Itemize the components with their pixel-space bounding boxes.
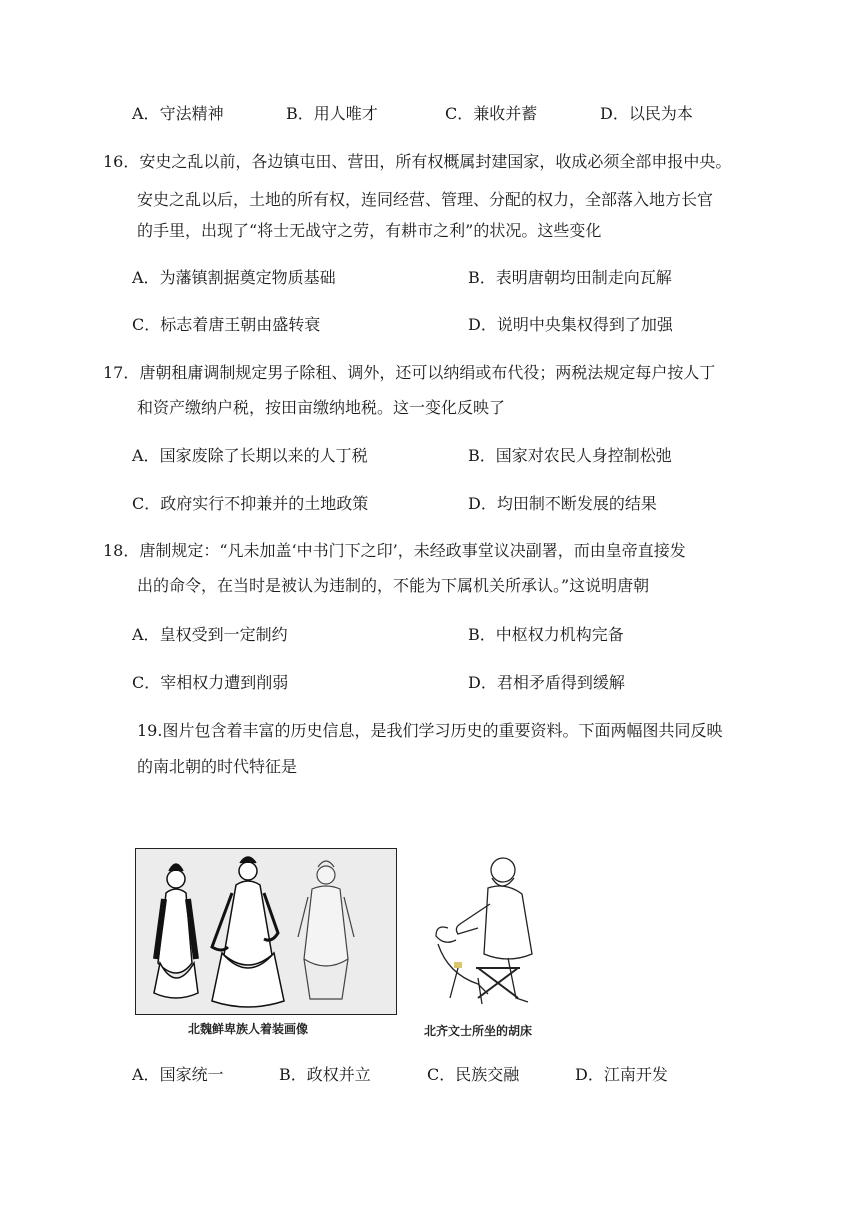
q16-option-c [132, 315, 320, 335]
option-text: 兼收并蓄 [473, 104, 538, 123]
q17-option-c [132, 494, 368, 514]
option-text: 以民为本 [628, 104, 693, 123]
q18-stem-line-1: 18．唐制规定：“凡未加盖‘中书门下之印’，未经政事堂议决副署，而由皇帝直接发 [103, 541, 686, 560]
option-label: A． [132, 625, 160, 644]
xianbei-figures-illustration [136, 849, 396, 1014]
q15-option-b [286, 104, 378, 124]
option-text: 说明中央集权得到了加强 [496, 315, 673, 334]
q17-option-b [468, 446, 672, 466]
option-label: A． [132, 1065, 160, 1084]
q15-option-d [600, 104, 693, 124]
option-text: 国家对农民人身控制松弛 [495, 446, 672, 465]
option-text: 表明唐朝均田制走向瓦解 [495, 268, 672, 287]
q16-option-a [132, 268, 336, 288]
q19-stem-line-2: 的南北朝的时代特征是 [137, 757, 298, 776]
q19-option-c [427, 1065, 519, 1085]
option-text: 守法精神 [159, 104, 224, 123]
option-text: 均田制不断发展的结果 [496, 494, 657, 513]
q18-option-a [132, 625, 288, 645]
option-text: 标志着唐王朝由盛转衰 [160, 315, 321, 334]
option-text: 为藩镇割据奠定物质基础 [159, 268, 336, 287]
q15-option-a [132, 104, 224, 124]
folding-stool-figure [418, 848, 548, 1013]
q19-stem-line-1: 19.图片包含着丰富的历史信息，是我们学习历史的重要资料。下面两幅图共同反映 [137, 721, 723, 740]
q17-option-a [132, 446, 368, 466]
xianbei-costume-figure [135, 848, 397, 1015]
option-text: 政府实行不抑兼并的土地政策 [160, 494, 369, 513]
q16-option-d [468, 315, 673, 335]
q18-option-c [132, 673, 288, 693]
option-text: 国家废除了长期以来的人丁税 [159, 446, 368, 465]
option-text: 政权并立 [306, 1065, 371, 1084]
q17-stem-line-2: 和资产缴纳户税，按田亩缴纳地税。这一变化反映了 [137, 398, 506, 417]
q16-stem-line-2: 安史之乱以后，土地的所有权，连同经营、管理、分配的权力，全部落入地方长官 [137, 190, 714, 209]
option-text: 宰相权力遭到削弱 [160, 673, 289, 692]
option-label: B． [279, 1065, 307, 1084]
option-label: B． [286, 104, 314, 123]
option-label: C． [445, 104, 474, 123]
option-text: 国家统一 [159, 1065, 224, 1084]
q19-option-b [279, 1065, 371, 1085]
q16-stem-line-1: 16．安史之乱以前，各边镇屯田、营田，所有权概属封建国家，收成必须全部申报中央。 [103, 152, 732, 171]
q15-option-c [445, 104, 537, 124]
q18-stem-line-2: 出的命令，在当时是被认为违制的，不能为下属机关所承认。”这说明唐朝 [137, 576, 650, 595]
q18-option-d [468, 673, 625, 693]
option-label: C． [427, 1065, 456, 1084]
option-label: A． [132, 268, 160, 287]
option-text: 皇权受到一定制约 [159, 625, 288, 644]
q19-option-d [575, 1065, 668, 1085]
option-label: D． [575, 1065, 604, 1084]
option-label: B． [468, 625, 496, 644]
option-text: 民族交融 [455, 1065, 520, 1084]
scholar-on-stool-illustration [418, 848, 548, 1013]
q16-option-b [468, 268, 672, 288]
option-label: B． [468, 268, 496, 287]
q17-stem-line-1: 17．唐朝租庸调制规定男子除租、调外，还可以纳绢或布代役；两税法规定每户按人丁 [103, 363, 716, 382]
option-label: A． [132, 104, 160, 123]
q19-option-a [132, 1065, 224, 1085]
option-label: C． [132, 494, 161, 513]
q17-option-d [468, 494, 657, 514]
option-label: A． [132, 446, 160, 465]
figure-1-caption: 北魏鲜卑族人着装画像 [188, 1022, 309, 1036]
figure-2-caption: 北齐文士所坐的胡床 [424, 1024, 533, 1038]
option-label: D． [468, 673, 497, 692]
option-label: C． [132, 673, 161, 692]
option-label: D． [600, 104, 629, 123]
option-text: 君相矛盾得到缓解 [496, 673, 625, 692]
option-text: 用人唯才 [313, 104, 378, 123]
option-label: D． [468, 315, 497, 334]
option-label: D． [468, 494, 497, 513]
option-text: 中枢权力机构完备 [495, 625, 624, 644]
option-label: B． [468, 446, 496, 465]
option-label: C． [132, 315, 161, 334]
option-text: 江南开发 [603, 1065, 668, 1084]
q16-stem-line-3: 的手里，出现了“将士无战守之劳，有耕市之利”的状况。这些变化 [137, 221, 602, 240]
q18-option-b [468, 625, 624, 645]
